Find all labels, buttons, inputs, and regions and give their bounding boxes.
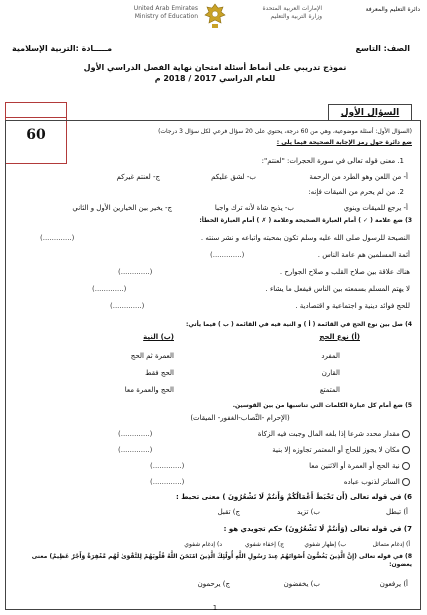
subject-label: مـــــادة :التربية الإسلامية <box>12 44 113 53</box>
q3-answer-1[interactable]: (.............) <box>40 234 75 242</box>
q3-item-4: لا يهتم المسلم بسمعته بين الناس فيفعل ما يشاء . <box>265 285 410 293</box>
q4-col-a-item[interactable]: المفرد <box>321 352 340 360</box>
q4-col-b-item[interactable]: الحج فقط <box>145 369 174 377</box>
q7-option-c[interactable]: ج) إخفاء شفوي <box>245 541 284 548</box>
q5-item-3: نية الحج أو العمرة أو الاثنين معا <box>196 462 410 471</box>
q4-col-a-header: (أ) نوع الحج <box>319 333 360 341</box>
q3-answer-3[interactable]: (.............) <box>118 268 153 276</box>
q3-stem: 3) ضع علامة ( ✓ ) أمام العبارة الصحيحة وعلامة ( ✗ ) أمام العبارة الخطأ: <box>199 217 412 224</box>
q3-answer-2[interactable]: (.............) <box>210 251 245 259</box>
q5-answer-1[interactable]: (.............) <box>118 430 153 438</box>
q5-answer-3[interactable]: (.............) <box>150 462 185 470</box>
q6-option-a[interactable]: أ) تبطل <box>385 508 408 516</box>
q8-option-a[interactable]: أ) يرفعون <box>379 580 408 588</box>
q7-stem: 7) في قوله تعالى (وَأَنتُمْ لَا تَشْعُرُونَ) حكم تجويدي هو : <box>223 525 412 533</box>
q6-stem: 6) في قوله تعالى (أَن تَحْبَطَ أَعْمَالُكُمْ وَأَنتُمْ لَا تَشْعُرُونَ ) معنى تحبط : <box>175 493 412 501</box>
exam-title: نموذج تدريبي على أنماط أسئلة امتحان نهاية الفصل الدراسي الأول <box>83 63 347 72</box>
q3-answer-5[interactable]: (.............) <box>110 302 145 310</box>
q6-option-c[interactable]: ج) تقبل <box>217 508 240 516</box>
exam-year: للعام الدراسي 2017 / 2018 م <box>154 74 276 83</box>
q1-option-a[interactable]: أ- من اللعن وهو الطرد من الرحمة <box>309 173 408 181</box>
q1-option-c[interactable]: ج- لعنتم غيركم <box>116 173 160 181</box>
q5-item-1: مقدار محدد شرعا إذا بلغه المال وجبت فيه الزكاة <box>196 430 410 439</box>
page-number: 1 <box>212 604 218 612</box>
q5-answer-4[interactable]: (.............) <box>150 478 185 486</box>
section-tab-label: السؤال الأول <box>340 108 400 118</box>
score-value: 60 <box>26 127 46 143</box>
q4-col-b-header: (ب) النية <box>143 333 174 341</box>
section-tab <box>328 104 412 121</box>
q2-option-b[interactable]: ب- يذبح شاة لأنه ترك واجبا <box>214 204 294 212</box>
q4-col-b-item[interactable]: الحج والعمرة معا <box>124 386 174 394</box>
q8-stem: 8) في قوله تعالى (إِنَّ الَّذِينَ يَغُضُّونَ أَصْوَاتَهُمْ عِندَ رَسُولِ اللَّهِ أُولَٰئِكَ الَّذِينَ امْتَحَنَ اللَّهُ قُلُوبَهُمْ لِلتَّقْوَىٰ لَهُم مَّغْفِرَةٌ وَأَجْرٌ عَظِيمٌ) معنى يغضون: <box>31 553 412 568</box>
q1-stem: 1. معنى قوله تعالى في سورة الحجرات: "لعنتم": <box>261 157 404 165</box>
q6-option-b[interactable]: ب) تزيد <box>297 508 320 516</box>
q8-option-c[interactable]: ج) يرحمون <box>197 580 230 588</box>
q4-col-b-item[interactable]: العمرة ثم الحج <box>130 352 174 360</box>
q5-answer-2[interactable]: (.............) <box>118 446 153 454</box>
q4-col-a-item[interactable]: القارن <box>321 369 340 377</box>
emblem-text-english: United Arab Emirates Ministry of Education <box>133 5 198 20</box>
q4-col-a-item[interactable]: المتمتع <box>319 386 340 394</box>
q7-option-d[interactable]: د) إدغام شفوي <box>184 541 222 548</box>
q3-item-5: للحج فوائد دينية و اجتماعية و اقتصادية . <box>295 302 410 310</box>
q1-option-b[interactable]: ب- لشق عليكم <box>211 173 256 181</box>
emblem-text-arabic: الإمارات العربية المتحدة وزارة التربية والتعليم <box>262 5 322 20</box>
q2-stem: 2. من لم يحرم من الميقات فإنه: <box>308 188 404 196</box>
q4-stem: 4) صل بين نوع الحج في القائمة ( أ ) و النية فيه في القائمة ( ب ) فيما يأتي: <box>185 321 412 328</box>
q3-item-2: أئمة المسلمين هم عامة الناس . <box>317 251 410 259</box>
q5-item-4: الساتر لذنوب عباده <box>196 478 410 487</box>
q3-item-1: النصيحة للرسول صلى الله عليه وسلم تكون بمحبته واتباعه و نشر سنته . <box>200 234 410 242</box>
q8-option-b[interactable]: ب) يخفضون <box>283 580 320 588</box>
intro-text: (السؤال الأول: أسئلة موضوعية، وهي من 60 درجة، يحتوي على 20 سؤال فرعي لكل سؤال 3 درجات) <box>158 128 412 135</box>
department-name: دائرة التعليم والمعرفة <box>365 6 420 13</box>
q3-item-3: هناك علاقة بين صلاح القلب و صلاح الجوارح . <box>279 268 410 276</box>
q5-stem: 5) ضع أمام كل عبارة الكلمات التي تناسبها من بين القوسين. <box>232 402 412 409</box>
q7-option-a[interactable]: أ) إدغام متماثل <box>372 541 410 548</box>
uae-emblem-icon <box>203 2 227 30</box>
q7-option-b[interactable]: ب) إظهار شفوي <box>304 541 346 548</box>
q5-word-bank: (الإحرام -النِّصاب-الغفور- الميقات) <box>190 414 290 422</box>
q3-answer-4[interactable]: (.............) <box>92 285 127 293</box>
grade-label: الصف: التاسع <box>355 44 410 53</box>
q5-item-2: مكان لا يجوز للحاج أو المعتمر تجاوزه إلا بنية <box>196 446 410 455</box>
q2-option-a[interactable]: أ- يرجع للميقات وينوي <box>343 204 408 212</box>
q2-option-c[interactable]: ج- يخير بين الخيارين الأول و الثاني <box>72 204 172 212</box>
intro-instruction: ضع دائرة حول رمز الإجابة الصحيحة فيما يلي : <box>276 139 412 146</box>
